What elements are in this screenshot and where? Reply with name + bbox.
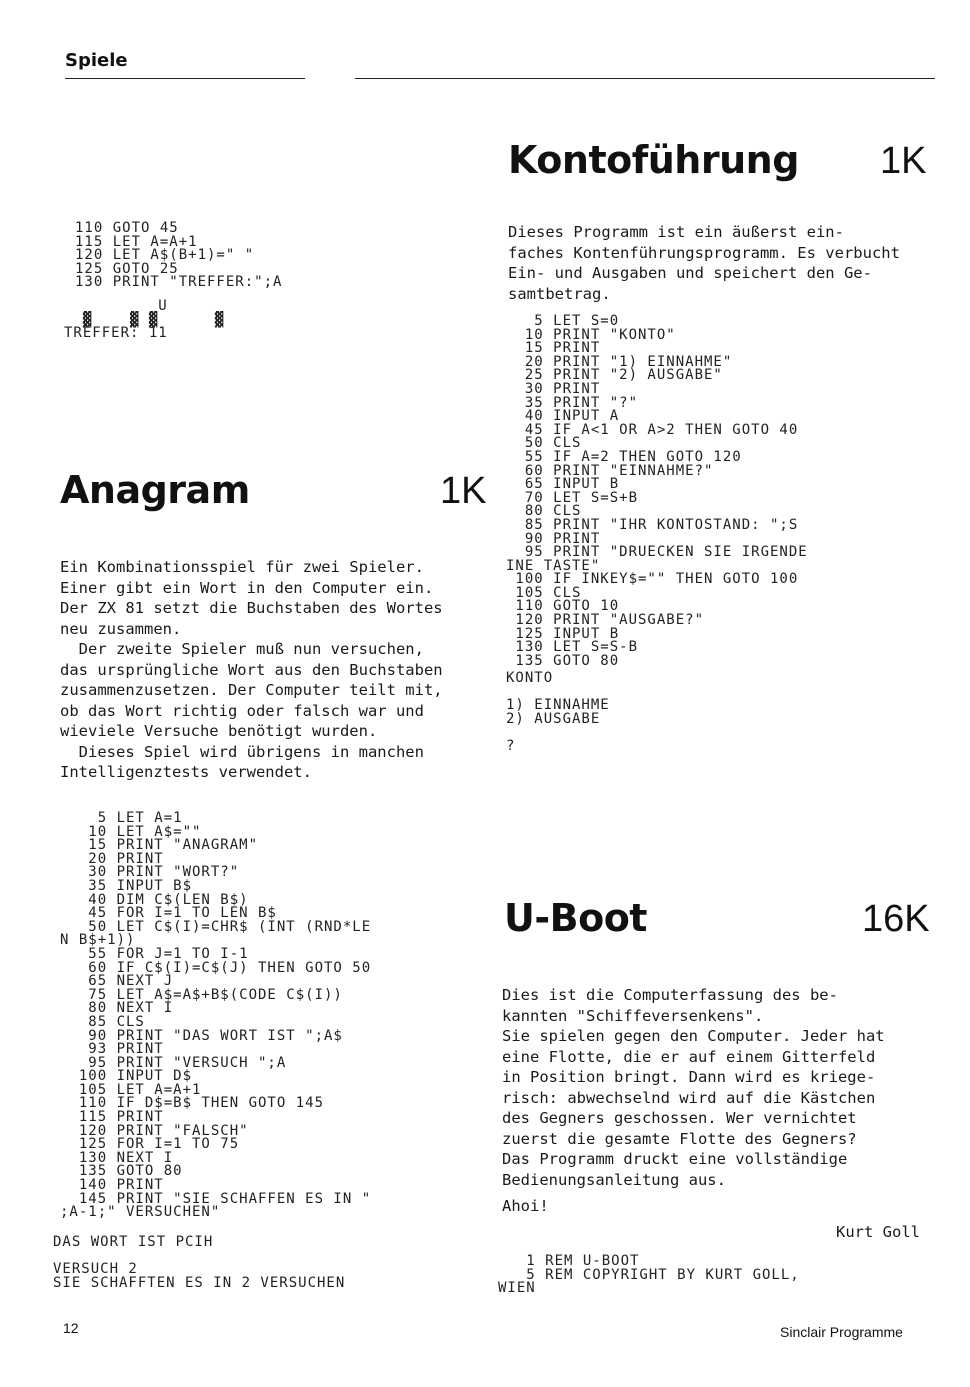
header-rule-left [65, 78, 305, 79]
output-line: TREFFER: 11 [64, 325, 168, 342]
uboot-title: U-Boot [504, 896, 647, 940]
description-line: Der ZX 81 setzt die Buchstaben des Wortes [60, 599, 443, 617]
code-line: 95 PRINT "VERSUCH ";A [60, 1054, 287, 1071]
code-line: 60 IF C$(I)=C$(J) THEN GOTO 50 [60, 959, 372, 976]
description-line: zusammenzusetzen. Der Computer teilt mit, [60, 681, 443, 699]
code-line: 145 PRINT "SIE SCHAFFEN ES IN " [60, 1190, 372, 1207]
code-line: 95 PRINT "DRUECKEN SIE IRGENDE [506, 544, 808, 561]
code-line: 35 INPUT B$ [60, 877, 193, 894]
description-line: Bedienungsanleitung aus. [502, 1170, 726, 1189]
code-line: 45 FOR I=1 TO LEN B$ [60, 905, 277, 922]
code-line: 40 INPUT A [506, 408, 620, 425]
code-line: 125 GOTO 25 [75, 260, 179, 277]
code-line: 120 LET A$(B+1)=" " [75, 247, 255, 264]
code-line: 120 PRINT "FALSCH" [60, 1122, 249, 1139]
output-line: KONTO [506, 670, 554, 686]
code-line: 15 PRINT "ANAGRAM" [60, 837, 259, 854]
output-line: ? [506, 737, 516, 754]
code-line: 115 PRINT [60, 1109, 164, 1126]
description-line: das ursprüngliche Wort aus den Buchstaben [60, 660, 443, 679]
description-line: Sie spielen gegen den Computer. Jeder hat [502, 1027, 885, 1045]
code-line: 5 LET A=1 [60, 810, 183, 826]
code-line: 93 PRINT [60, 1041, 164, 1058]
code-line: 10 PRINT "KONTO" [506, 326, 676, 343]
code-line: 40 DIM C$(LEN B$) [60, 891, 249, 908]
code-line: 130 PRINT "TREFFER:";A [75, 274, 283, 291]
description-line: eine Flotte, die er auf einem Gitterfeld [502, 1047, 876, 1066]
description-line: neu zusammen. [60, 619, 182, 638]
anagram-description [60, 557, 443, 783]
uboot-size: 16K [862, 898, 930, 940]
code-line: 45 IF A<1 OR A>2 THEN GOTO 40 [506, 421, 799, 438]
code-line: 115 LET A=A+1 [75, 233, 198, 250]
description-line: Ein Kombinationsspiel für zwei Spieler. [60, 558, 424, 576]
uboot-greeting: Ahoi! [502, 1197, 549, 1215]
code-line: 25 PRINT "2) AUSGABE" [506, 367, 723, 384]
output-line: SIE SCHAFFTEN ES IN 2 VERSUCHEN [53, 1274, 346, 1291]
anagram-title: Anagram [60, 468, 250, 512]
output-line [506, 726, 610, 740]
description-line: zuerst die gesamte Flotte des Gegners? [502, 1129, 857, 1148]
code-line: 125 FOR I=1 TO 75 [60, 1136, 240, 1153]
kontofuehrung-description [508, 222, 900, 304]
code-line: 30 PRINT [506, 380, 601, 397]
code-line: 135 GOTO 80 [60, 1163, 183, 1180]
code-line: 5 REM COPYRIGHT BY KURT GOLL, [498, 1266, 800, 1283]
anagram-size: 1K [440, 470, 487, 512]
code-line: 110 GOTO 45 [75, 220, 179, 236]
code-line: 100 IF INKEY$="" THEN GOTO 100 [506, 571, 799, 588]
output-line: ▓ ▓ ▓ ▓ [64, 311, 225, 328]
description-line: faches Kontenführungsprogramm. Es verbucht [508, 243, 900, 262]
description-line: Der zweite Spieler muß nun versuchen, [60, 640, 424, 658]
description-line: Intelligenztests verwendet. [60, 763, 312, 781]
code-line: 70 LET S=S+B [506, 489, 639, 506]
code-line: 80 NEXT I [60, 1000, 174, 1017]
uboot-code [498, 1255, 800, 1296]
description-line: kannten "Schiffeversenkens". [502, 1006, 764, 1025]
code-line: 85 PRINT "IHR KONTOSTAND: ";S [506, 516, 799, 533]
description-line: Einer gibt ein Wort in den Computer ein. [60, 578, 434, 597]
description-line: risch: abwechselnd wird auf die Kästchen [502, 1088, 876, 1107]
page-number: 12 [63, 1320, 79, 1336]
code-line: 105 LET A=A+1 [60, 1081, 202, 1098]
code-line: 80 CLS [506, 503, 582, 520]
code-line: 5 LET S=0 [506, 313, 620, 329]
code-line: 75 LET A$=A$+B$(CODE C$(I)) [60, 986, 343, 1003]
section-title: Spiele [65, 50, 128, 71]
code-line: 50 LET C$(I)=CHR$ (INT (RND*LE [60, 918, 372, 935]
code-line: 20 PRINT [60, 850, 164, 867]
code-line: 1 REM U-BOOT [498, 1253, 640, 1269]
code-line: 135 GOTO 80 [506, 652, 620, 669]
prev-listing-code [75, 222, 282, 290]
kontofuehrung-size: 1K [880, 140, 927, 182]
kontofuehrung-title: Kontoführung [508, 138, 799, 182]
code-line: 130 NEXT I [60, 1149, 174, 1166]
description-line: wieviele Versuche benötigt wurden. [60, 722, 378, 740]
code-line: 50 CLS [506, 435, 582, 452]
description-line: Ein- und Ausgaben und speichert den Ge- [508, 264, 872, 282]
code-line: 20 PRINT "1) EINNAHME" [506, 353, 733, 370]
description-line: samtbetrag. [508, 284, 611, 303]
code-line: ;A-1;" VERSUCHEN" [60, 1204, 221, 1221]
description-line: Dieses Spiel wird übrigens in manchen [60, 742, 424, 761]
code-line: WIEN [498, 1280, 536, 1297]
code-line: 55 FOR J=1 TO I-1 [60, 945, 249, 962]
description-line: Das Programm druckt eine vollständige [502, 1150, 848, 1168]
code-line: 130 LET S=S-B [506, 639, 639, 656]
output-line: VERSUCH 2 [53, 1261, 138, 1278]
description-line: ob das Wort richtig oder falsch war und [60, 701, 424, 720]
code-line: 35 PRINT "?" [506, 394, 639, 411]
code-line: 120 PRINT "AUSGABE?" [506, 612, 705, 629]
code-line: 85 CLS [60, 1013, 145, 1030]
publication-name: Sinclair Programme [780, 1324, 903, 1340]
code-line: 15 PRINT [506, 340, 601, 357]
description-line: Dieses Programm ist ein äußerst ein- [508, 223, 844, 241]
description-line: Dies ist die Computerfassung des be- [502, 986, 838, 1004]
code-line: INE TASTE" [506, 557, 601, 574]
output-line: 2) AUSGABE [506, 710, 601, 727]
code-line: 110 GOTO 10 [506, 598, 620, 615]
code-line: 60 PRINT "EINNAHME?" [506, 462, 714, 479]
description-line: in Position bringt. Dann wird es kriege- [502, 1068, 876, 1086]
output-line: 1) EINNAHME [506, 697, 610, 714]
anagram-output [53, 1236, 345, 1290]
code-line: 30 PRINT "WORT?" [60, 864, 240, 881]
code-line: 125 INPUT B [506, 625, 620, 642]
code-line: 140 PRINT [60, 1177, 164, 1194]
kontofuehrung-output [506, 672, 610, 754]
kontofuehrung-code [506, 315, 808, 668]
prev-listing-output [64, 300, 224, 341]
code-line: 100 INPUT D$ [60, 1068, 193, 1085]
code-line: 110 IF D$=B$ THEN GOTO 145 [60, 1095, 325, 1112]
code-line: 10 LET A$="" [60, 823, 202, 840]
output-line: DAS WORT IST PCIH [53, 1234, 214, 1250]
code-line: 90 PRINT [506, 530, 601, 547]
uboot-description [502, 985, 885, 1190]
code-line: N B$+1)) [60, 932, 136, 949]
code-line: 65 INPUT B [506, 476, 620, 493]
code-line: 55 IF A=2 THEN GOTO 120 [506, 448, 742, 465]
code-line: 65 NEXT J [60, 973, 174, 990]
code-line: 105 CLS [506, 584, 582, 601]
header-rule-right [355, 78, 935, 79]
output-line: U [64, 298, 168, 314]
code-line: 90 PRINT "DAS WORT IST ";A$ [60, 1027, 343, 1044]
description-line: des Gegners geschossen. Wer vernichtet [502, 1109, 857, 1127]
anagram-code [60, 812, 371, 1220]
uboot-author: Kurt Goll [836, 1223, 920, 1241]
